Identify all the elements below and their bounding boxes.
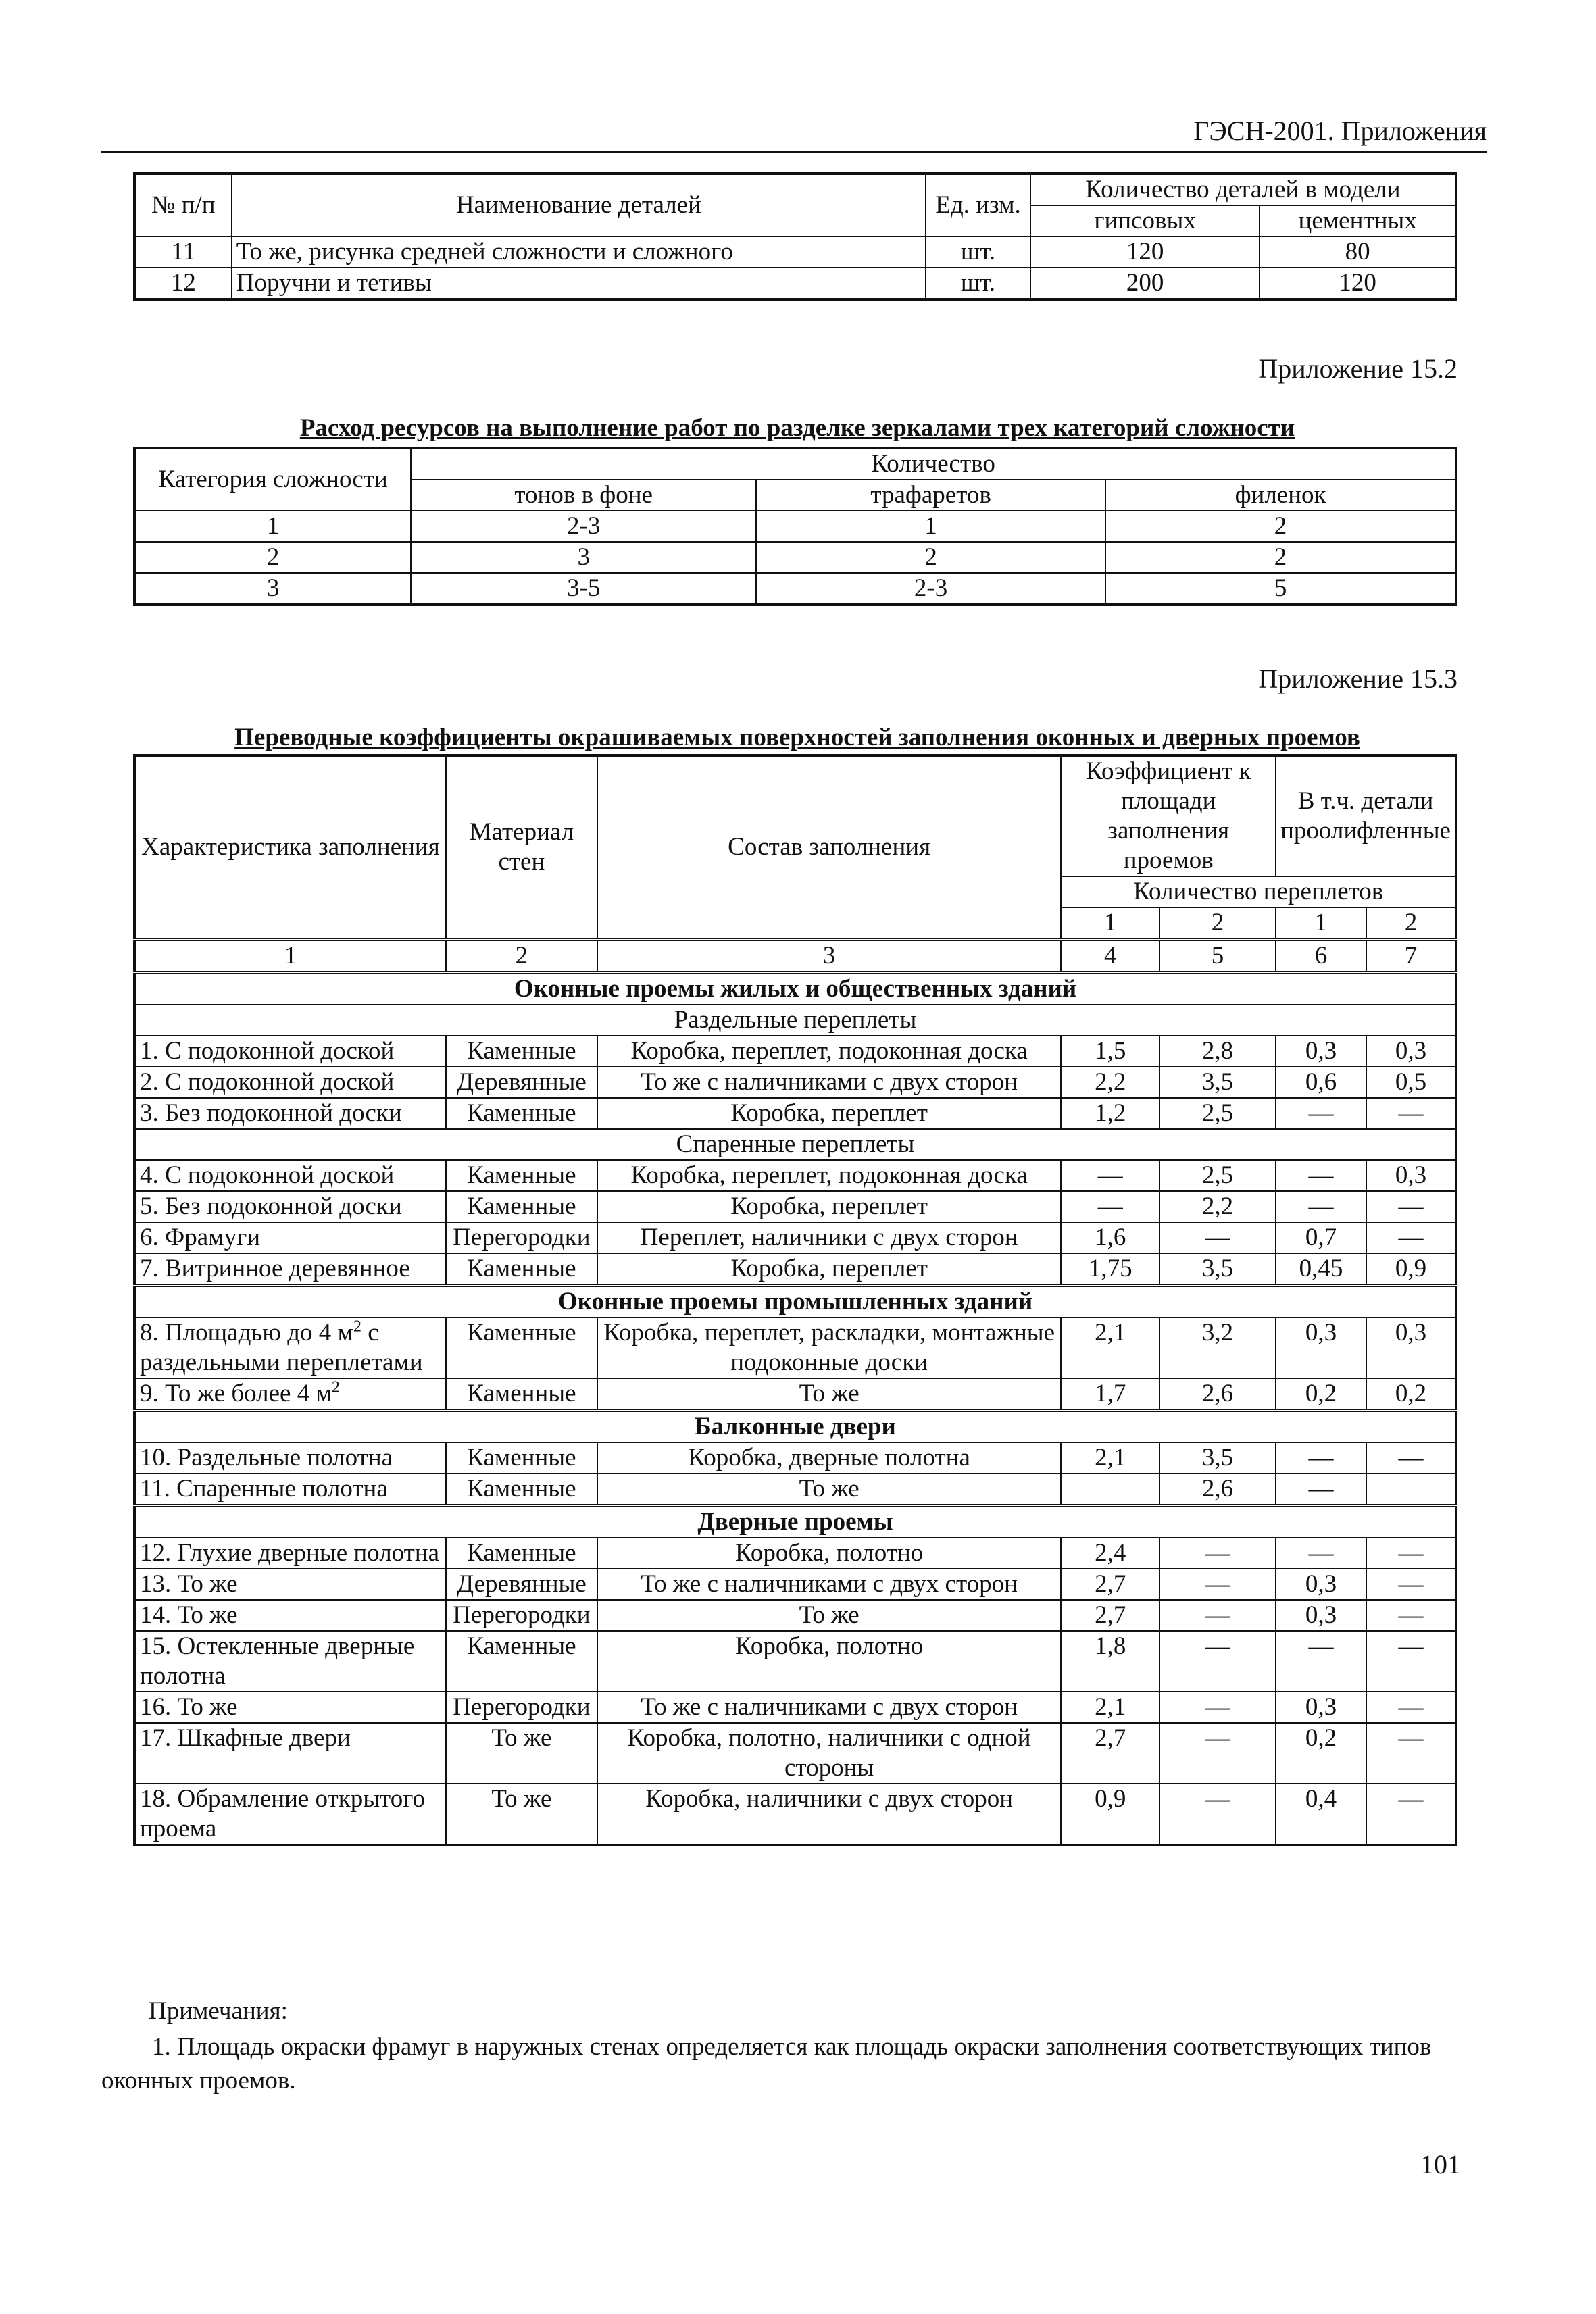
table-cell: 13. То же: [134, 1569, 446, 1600]
table-cell: То же: [446, 1723, 597, 1784]
column-header: Состав заполнения: [597, 755, 1062, 940]
section-heading: Балконные двери: [134, 1411, 1456, 1443]
column-header: Характеристика заполнения: [134, 755, 446, 940]
table-cell: 0,5: [1366, 1067, 1456, 1098]
table-cell: Деревянные: [446, 1569, 597, 1600]
notes-heading: Примечания:: [149, 1997, 288, 2025]
table-cell: 0,9: [1366, 1253, 1456, 1286]
table-cell: —: [1366, 1569, 1456, 1600]
table-row: [134, 1191, 1456, 1222]
table-cell: Каменные: [446, 1474, 597, 1506]
table-cell: Каменные: [446, 1191, 597, 1222]
running-header: ГЭСН-2001. Приложения: [101, 115, 1487, 153]
table-cell: Коробка, переплет, раскладки, монтажные подоконные доски: [597, 1317, 1062, 1378]
table-cell: 14. То же: [134, 1600, 446, 1631]
table-cell: 5: [1105, 573, 1456, 605]
column-header: филенок: [1105, 480, 1456, 511]
page-number: 101: [1420, 2149, 1461, 2180]
table-cell: 1,6: [1061, 1222, 1159, 1253]
table-row: [134, 1253, 1456, 1286]
table-cell: Перегородки: [446, 1600, 597, 1631]
table-cell: 15. Остекленные дверные полотна: [134, 1631, 446, 1692]
table-cell: —: [1061, 1191, 1159, 1222]
table-cell: 3,2: [1159, 1317, 1276, 1378]
table-cell: 0,9: [1061, 1784, 1159, 1845]
table-cell: 2: [756, 542, 1105, 573]
table-row: [134, 236, 1456, 268]
section-row: [134, 1286, 1456, 1318]
table-cell: Коробка, переплет: [597, 1098, 1062, 1129]
table-cell: 2,2: [1159, 1191, 1276, 1222]
table-cell: 200: [1030, 268, 1260, 299]
table-cell: [1366, 1474, 1456, 1506]
table-cell: 18. Обрамление открытого проема: [134, 1784, 446, 1845]
table-cell: То же с наличниками с двух сторон: [597, 1692, 1062, 1723]
table-cell: 3,5: [1159, 1067, 1276, 1098]
table-cell: —: [1159, 1569, 1276, 1600]
appendix-label: Приложение 15.3: [1258, 663, 1457, 694]
table-cell: Каменные: [446, 1253, 597, 1286]
table-row: [134, 573, 1456, 605]
table-cell: 0,2: [1366, 1378, 1456, 1411]
table-cell: 3: [411, 542, 756, 573]
table-cell: 0,2: [1276, 1723, 1366, 1784]
table-cell: —: [1366, 1600, 1456, 1631]
table-cell: 7. Витринное деревянное: [134, 1253, 446, 1286]
table-cell: 2: [1105, 542, 1456, 573]
table-cell: 12. Глухие дверные полотна: [134, 1538, 446, 1569]
table-cell: —: [1276, 1442, 1366, 1474]
table-cell: —: [1159, 1538, 1276, 1569]
table-cell: То же: [597, 1600, 1062, 1631]
column-header: Наименование деталей: [232, 174, 926, 236]
table-row: [134, 268, 1456, 299]
table-cell: 2,2: [1061, 1067, 1159, 1098]
table-cell: 2. С подоконной доской: [134, 1067, 446, 1098]
table-cell: 80: [1260, 236, 1456, 268]
table-cell: 2,8: [1159, 1036, 1276, 1067]
table-cell: 2,1: [1061, 1317, 1159, 1378]
table-cell: Каменные: [446, 1538, 597, 1569]
table-cell: 0,3: [1276, 1569, 1366, 1600]
table-cell: 2: [134, 542, 411, 573]
table-row: [134, 1474, 1456, 1506]
table-cell: 1,5: [1061, 1036, 1159, 1067]
table-cell: [1061, 1474, 1159, 1506]
table-cell: 2: [1105, 511, 1456, 542]
table-cell: —: [1159, 1222, 1276, 1253]
table-row: [134, 1317, 1456, 1378]
details-table: [133, 172, 1457, 301]
column-header: 1: [1061, 907, 1159, 940]
column-number: 5: [1159, 940, 1276, 973]
superscript: 2: [353, 1317, 361, 1336]
column-number: 3: [597, 940, 1062, 973]
table-cell: 2,1: [1061, 1442, 1159, 1474]
table-cell: 1: [756, 511, 1105, 542]
table-cell: шт.: [926, 236, 1030, 268]
table-row: [134, 1222, 1456, 1253]
table-cell: 0,3: [1366, 1036, 1456, 1067]
table-title: Переводные коэффициенты окрашиваемых поверхностей заполнения оконных и дверных проемов: [234, 724, 1360, 751]
table-cell: —: [1366, 1191, 1456, 1222]
table-cell: 2,5: [1159, 1098, 1276, 1129]
column-header: Коэффициент к площади заполнения проемов: [1061, 755, 1276, 876]
table-cell: Деревянные: [446, 1067, 597, 1098]
table-cell: 0,3: [1366, 1160, 1456, 1191]
table-cell: —: [1276, 1474, 1366, 1506]
table-cell: 120: [1030, 236, 1260, 268]
column-header: трафаретов: [756, 480, 1105, 511]
table-cell: Коробка, переплет: [597, 1191, 1062, 1222]
table-cell: Каменные: [446, 1317, 597, 1378]
column-header: Ед. изм.: [926, 174, 1030, 236]
section-row: [134, 1411, 1456, 1443]
table-cell: Коробка, переплет: [597, 1253, 1062, 1286]
table-cell: —: [1159, 1692, 1276, 1723]
table-cell: —: [1366, 1098, 1456, 1129]
table-cell: —: [1276, 1098, 1366, 1129]
table-cell: 1,8: [1061, 1631, 1159, 1692]
table-cell: Перегородки: [446, 1692, 597, 1723]
table-cell: 0,3: [1276, 1692, 1366, 1723]
table-cell: 4. С подоконной доской: [134, 1160, 446, 1191]
column-header: Количество переплетов: [1061, 876, 1456, 907]
table-cell: 2,7: [1061, 1600, 1159, 1631]
table-cell: 1: [134, 511, 411, 542]
table-cell: 0,3: [1276, 1036, 1366, 1067]
table-cell: —: [1366, 1222, 1456, 1253]
table-cell: —: [1276, 1538, 1366, 1569]
column-header: 2: [1366, 907, 1456, 940]
table-cell: 10. Раздельные полотна: [134, 1442, 446, 1474]
table-cell: —: [1159, 1600, 1276, 1631]
table-cell: 3,5: [1159, 1442, 1276, 1474]
table-cell: 0,3: [1366, 1317, 1456, 1378]
table-row: [134, 1723, 1456, 1784]
table-cell: —: [1366, 1723, 1456, 1784]
table-cell: —: [1276, 1160, 1366, 1191]
mirror-resources-table: [133, 447, 1457, 606]
table-cell: Коробка, полотно, наличники с одной стороны: [597, 1723, 1062, 1784]
table-cell: 6. Фрамуги: [134, 1222, 446, 1253]
table-cell: 0,7: [1276, 1222, 1366, 1253]
table-cell: Каменные: [446, 1160, 597, 1191]
table-row: [134, 1098, 1456, 1129]
column-number: 1: [134, 940, 446, 973]
cell-text: с раздельными переплетами: [140, 1319, 423, 1376]
column-header: 1: [1276, 907, 1366, 940]
table-cell: Коробка, переплет, подоконная доска: [597, 1160, 1062, 1191]
conversion-coefficients-table: [133, 754, 1457, 1846]
table-cell: 1,2: [1061, 1098, 1159, 1129]
table-cell: 11. Спаренные полотна: [134, 1474, 446, 1506]
table-cell: —: [1366, 1442, 1456, 1474]
table-cell: 17. Шкафные двери: [134, 1723, 446, 1784]
table-cell: 3. Без подоконной доски: [134, 1098, 446, 1129]
table-row: [134, 1692, 1456, 1723]
table-cell: —: [1159, 1631, 1276, 1692]
table-cell: То же: [597, 1474, 1062, 1506]
table-row: [134, 1067, 1456, 1098]
table-cell: 0,3: [1276, 1317, 1366, 1378]
appendix-label: Приложение 15.2: [1258, 353, 1457, 384]
subsection-row: [134, 1005, 1456, 1036]
table-cell: 1,75: [1061, 1253, 1159, 1286]
table-row: [134, 511, 1456, 542]
column-header: Категория сложности: [134, 448, 411, 511]
table-cell: 0,3: [1276, 1600, 1366, 1631]
column-number: 7: [1366, 940, 1456, 973]
table-cell: Каменные: [446, 1631, 597, 1692]
column-number: 6: [1276, 940, 1366, 973]
table-cell: То же с наличниками с двух сторон: [597, 1067, 1062, 1098]
table-cell: 2-3: [756, 573, 1105, 605]
table-row: [134, 1036, 1456, 1067]
column-number: 4: [1061, 940, 1159, 973]
table-header-row: [134, 448, 1456, 480]
table-row: [134, 1442, 1456, 1474]
column-header: В т.ч. детали проолифленные: [1276, 755, 1456, 876]
table-cell: 2,7: [1061, 1723, 1159, 1784]
table-cell: —: [1159, 1784, 1276, 1845]
subsection-heading: Раздельные переплеты: [134, 1005, 1456, 1036]
table-cell: Перегородки: [446, 1222, 597, 1253]
table-cell: 2,1: [1061, 1692, 1159, 1723]
table-row: [134, 1569, 1456, 1600]
table-cell: 1. С подоконной доской: [134, 1036, 446, 1067]
table-cell: —: [1366, 1784, 1456, 1845]
section-row: [134, 1506, 1456, 1538]
table-cell: 2-3: [411, 511, 756, 542]
table-cell: 120: [1260, 268, 1456, 299]
table-row: [134, 1784, 1456, 1845]
table-cell: —: [1276, 1631, 1366, 1692]
table-cell: Каменные: [446, 1036, 597, 1067]
table-cell: 3: [134, 573, 411, 605]
table-row: [134, 1538, 1456, 1569]
table-cell: 3,5: [1159, 1253, 1276, 1286]
table-cell: —: [1061, 1160, 1159, 1191]
note-item: 1. Площадь окраски фрамуг в наружных стенах определяется как площадь окраски заполнения соответствующих типов оконных проемов.: [101, 2033, 1432, 2094]
table-cell: 0,2: [1276, 1378, 1366, 1411]
cell-text: 9. То же более 4 м: [140, 1380, 332, 1407]
table-cell: —: [1276, 1191, 1366, 1222]
table-cell: —: [1159, 1723, 1276, 1784]
section-row: [134, 973, 1456, 1005]
table-row: [134, 1378, 1456, 1411]
table-cell: 2,4: [1061, 1538, 1159, 1569]
section-heading: Оконные проемы промышленных зданий: [134, 1286, 1456, 1318]
column-number-row: [134, 940, 1456, 973]
table-cell: 2,6: [1159, 1474, 1276, 1506]
table-cell: 11: [134, 236, 232, 268]
table-header-row: [134, 174, 1456, 205]
table-cell: Каменные: [446, 1378, 597, 1411]
table-cell: [134, 1378, 446, 1411]
section-heading: Дверные проемы: [134, 1506, 1456, 1538]
column-header: гипсовых: [1030, 205, 1260, 236]
table-cell: То же: [597, 1378, 1062, 1411]
table-cell: То же, рисунка средней сложности и сложного: [232, 236, 926, 268]
table-cell: 16. То же: [134, 1692, 446, 1723]
cell-text: 8. Площадью до 4 м: [140, 1319, 353, 1347]
table-row: [134, 542, 1456, 573]
table-row: [134, 1631, 1456, 1692]
column-header: тонов в фоне: [411, 480, 756, 511]
table-cell: —: [1366, 1631, 1456, 1692]
column-number: 2: [446, 940, 597, 973]
superscript: 2: [331, 1378, 340, 1397]
table-cell: 0,6: [1276, 1067, 1366, 1098]
subsection-row: [134, 1129, 1456, 1160]
table-cell: шт.: [926, 268, 1030, 299]
table-cell: 12: [134, 268, 232, 299]
table-cell: Поручни и тетивы: [232, 268, 926, 299]
table-cell: Каменные: [446, 1098, 597, 1129]
table-cell: —: [1366, 1538, 1456, 1569]
table-row: [134, 1160, 1456, 1191]
table-cell: То же с наличниками с двух сторон: [597, 1569, 1062, 1600]
table-cell: То же: [446, 1784, 597, 1845]
column-header: Количество: [411, 448, 1456, 480]
table-title: Расход ресурсов на выполнение работ по разделке зеркалами трех категорий сложности: [299, 414, 1295, 442]
table-cell: —: [1366, 1692, 1456, 1723]
table-cell: 0,45: [1276, 1253, 1366, 1286]
table-cell: 0,4: [1276, 1784, 1366, 1845]
column-header: 2: [1159, 907, 1276, 940]
table-cell: Коробка, полотно: [597, 1538, 1062, 1569]
table-row: [134, 1600, 1456, 1631]
table-cell: Коробка, дверные полотна: [597, 1442, 1062, 1474]
column-header: Количество деталей в модели: [1030, 174, 1456, 205]
column-header: Материал стен: [446, 755, 597, 940]
table-cell: Коробка, наличники с двух сторон: [597, 1784, 1062, 1845]
table-cell: [134, 1317, 446, 1378]
table-header-row: [134, 755, 1456, 876]
column-header: цементных: [1260, 205, 1456, 236]
section-heading: Оконные проемы жилых и общественных зданий: [134, 973, 1456, 1005]
table-cell: 5. Без подоконной доски: [134, 1191, 446, 1222]
column-header: № п/п: [134, 174, 232, 236]
table-cell: Переплет, наличники с двух сторон: [597, 1222, 1062, 1253]
table-cell: 1,7: [1061, 1378, 1159, 1411]
table-cell: 2,6: [1159, 1378, 1276, 1411]
subsection-heading: Спаренные переплеты: [134, 1129, 1456, 1160]
table-cell: 2,7: [1061, 1569, 1159, 1600]
table-cell: 3-5: [411, 573, 756, 605]
table-cell: 2,5: [1159, 1160, 1276, 1191]
table-cell: Каменные: [446, 1442, 597, 1474]
table-cell: Коробка, полотно: [597, 1631, 1062, 1692]
table-cell: Коробка, переплет, подоконная доска: [597, 1036, 1062, 1067]
